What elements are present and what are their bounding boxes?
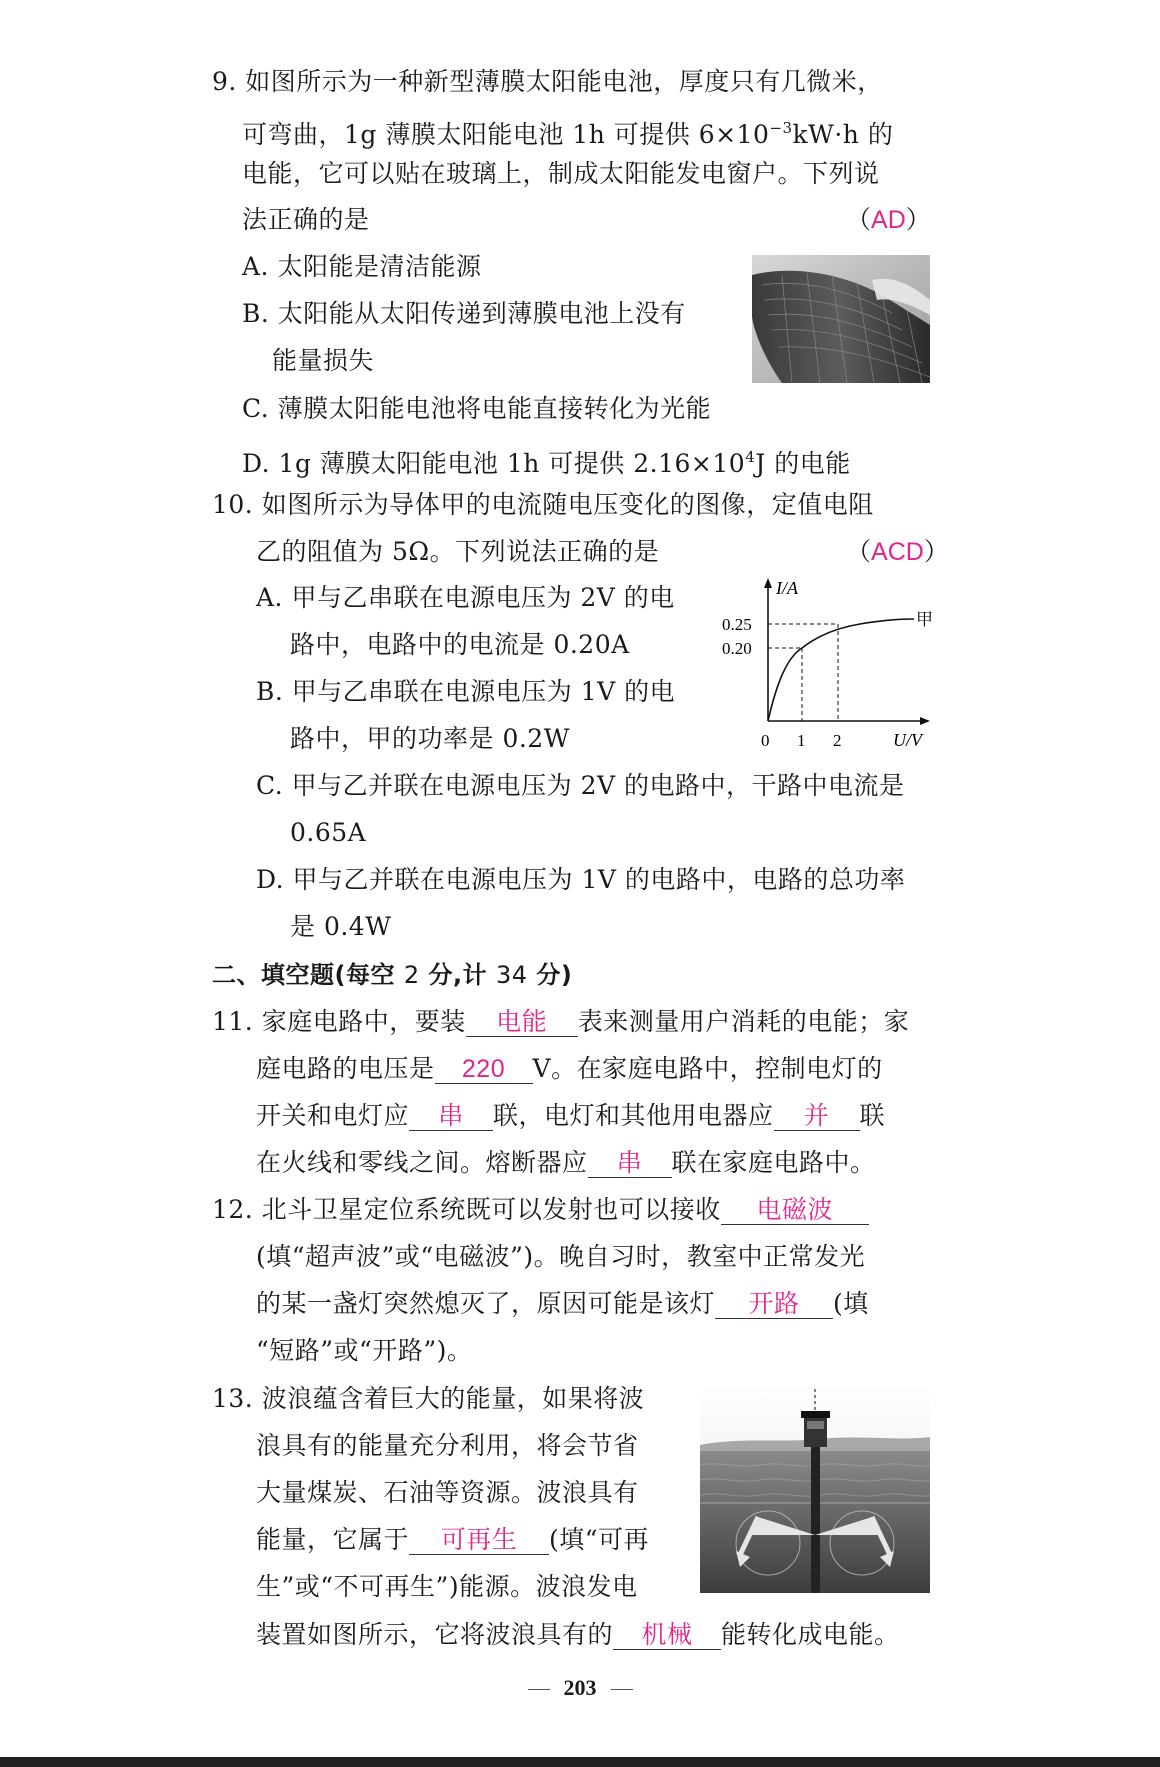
graph-curve-label: 甲 [916,610,933,629]
page-number-value: 203 [563,1675,597,1700]
q9-line-1: 9. 如图所示为一种新型薄膜太阳能电池，厚度只有几微米， [212,67,883,96]
q12-text-4: (填 [833,1289,869,1318]
q11-text-9: 联在家庭电路中。 [671,1148,876,1177]
q9-line-2a: 可弯曲，1g 薄膜太阳能电池 1h 可提供 6×10 [242,120,770,149]
q11-text-2: 表来测量用户消耗的电能；家 [577,1007,910,1036]
q13-line-3: 大量煤炭、石油等资源。波浪具有 [256,1478,639,1507]
q13-blank-1: 可再生 [409,1526,549,1555]
q13-blank-2: 机械 [613,1621,721,1650]
bottom-bar [0,1757,1160,1767]
graph-x-arrow [920,717,930,725]
q13-text-4a: 能量，它属于 [256,1525,410,1554]
q11-text-5: 开关和电灯应 [256,1101,410,1130]
q9-option-b-1: B. 太阳能从太阳传递到薄膜电池上没有 [242,299,686,328]
q11-line-2 [256,1053,883,1085]
q12-line-3 [256,1288,869,1320]
q11-line-3 [256,1100,885,1132]
page-number [0,1672,1160,1704]
graph-curve-jia [768,619,914,721]
q12-text-3: 的某一盏灯突然熄灭了，原因可能是该灯 [256,1289,716,1318]
q10-option-c-2: 0.65A [290,818,367,847]
q12-text-1: 12. 北斗卫星定位系统既可以发射也可以接收 [212,1195,721,1224]
graph-x-label: U/V [893,730,922,750]
q12-line-4: “短路”或“开路”)。 [256,1336,473,1365]
wave-generator-photo [700,1385,930,1593]
section-2-title-e: 分) [527,961,573,989]
q10-answer-close: ） [923,537,949,566]
q12-line-1 [212,1194,869,1226]
q9-option-c: C. 薄膜太阳能电池将电能直接转化为光能 [242,394,712,423]
q11-line-1 [212,1006,909,1038]
q9-option-d [242,441,851,480]
q11-text-6: 联，电灯和其他用电器应 [493,1101,774,1130]
q11-text-8: 在火线和零线之间。熔断器应 [256,1148,588,1177]
q9-line-3: 电能，它可以贴在玻璃上，制成太阳能发电窗户。下列说 [242,159,880,188]
q11-blank-1: 电能 [466,1008,578,1037]
section-2-title [212,959,572,991]
q13-line-2: 浪具有的能量充分利用，将会节省 [256,1431,639,1460]
q9-answer-close: ） [905,205,931,234]
q11-line-4 [256,1147,876,1179]
graph-y-arrow [764,578,772,588]
q13-line-6 [256,1619,900,1651]
q9-option-d-b: J 的电能 [755,449,851,478]
q11-text-7: 联 [859,1101,886,1130]
q13-line-4 [256,1524,649,1556]
q10-option-a-2: 路中，电路中的电流是 0.20A [290,630,630,659]
q9-option-a: A. 太阳能是清洁能源 [242,252,482,281]
q9-line-4: 法正确的是 [242,205,370,234]
q9-option-b-2: 能量损失 [272,346,375,375]
graph-xtick-0: 0 [761,731,770,750]
section-2-title-c: 分,计 [419,961,496,989]
q10-option-d-1: D. 甲与乙并联在电源电压为 1V 的电路中，电路的总功率 [256,865,906,894]
graph-ytick-025: 0.25 [722,615,752,634]
graph-xtick-2: 2 [833,731,842,750]
q11-blank-3: 串 [409,1102,493,1131]
q11-text-3: 庭电路的电压是 [256,1054,435,1083]
solar-film-photo [752,255,930,383]
graph-xtick-1: 1 [797,731,806,750]
q9-line-2 [242,112,893,151]
q10-option-c-1: C. 甲与乙并联在电源电压为 2V 的电路中，干路中电流是 [256,771,905,800]
q9-line-2b: kW·h 的 [792,120,894,149]
section-2-title-a: 二、填空题(每空 [212,961,404,989]
q10-option-b-1: B. 甲与乙串联在电源电压为 1V 的电 [256,677,676,706]
q10-option-b-2: 路中，甲的功率是 0.2W [290,724,570,753]
q13-text-4b: (填“可再 [549,1525,650,1554]
q13-line-1: 13. 波浪蕴含着巨大的能量，如果将波 [212,1384,645,1413]
q9-answer-box [846,204,931,236]
q12-line-2: (填“超声波”或“电磁波”)。晚自习时，教室中正常发光 [256,1242,866,1271]
q10-answer-box [846,536,949,568]
q10-line-2: 乙的阻值为 5Ω。下列说法正确的是 [256,537,660,566]
q10-answer: ACD [871,538,924,566]
q12-blank-1: 电磁波 [721,1196,869,1225]
section-2-total-points: 34 [495,961,528,989]
q9-exponent: −3 [769,119,793,137]
graph-ytick-020: 0.20 [722,639,752,658]
q11-text-4: V。在家庭电路中，控制电灯的 [532,1054,883,1083]
q9-answer-open: （ [846,205,872,234]
q10-option-d-2: 是 0.4W [290,912,392,941]
iu-graph [718,576,938,754]
q13-text-6b: 能转化成电能。 [721,1620,900,1649]
q11-blank-4: 并 [774,1102,860,1131]
q10-answer-open: （ [846,537,872,566]
q12-blank-2: 开路 [715,1290,833,1319]
section-2-points-per-blank: 2 [403,961,420,989]
q9-option-d-a: D. 1g 薄膜太阳能电池 1h 可提供 2.16×10 [242,449,746,478]
q13-line-5: 生”或“不可再生”)能源。波浪发电 [256,1572,638,1601]
q10-option-a-1: A. 甲与乙串联在电源电压为 2V 的电 [256,583,675,612]
q10-line-1: 10. 如图所示为导体甲的电流随电压变化的图像，定值电阻 [212,490,874,519]
q11-text-1: 11. 家庭电路中，要装 [212,1007,466,1036]
q9-option-d-exponent: 4 [745,448,756,466]
q13-text-6a: 装置如图所示，它将波浪具有的 [256,1620,614,1649]
q11-blank-2: 220 [435,1055,533,1084]
graph-y-label: I/A [776,578,798,598]
q9-answer: AD [871,206,906,234]
q11-blank-5: 串 [588,1149,672,1178]
